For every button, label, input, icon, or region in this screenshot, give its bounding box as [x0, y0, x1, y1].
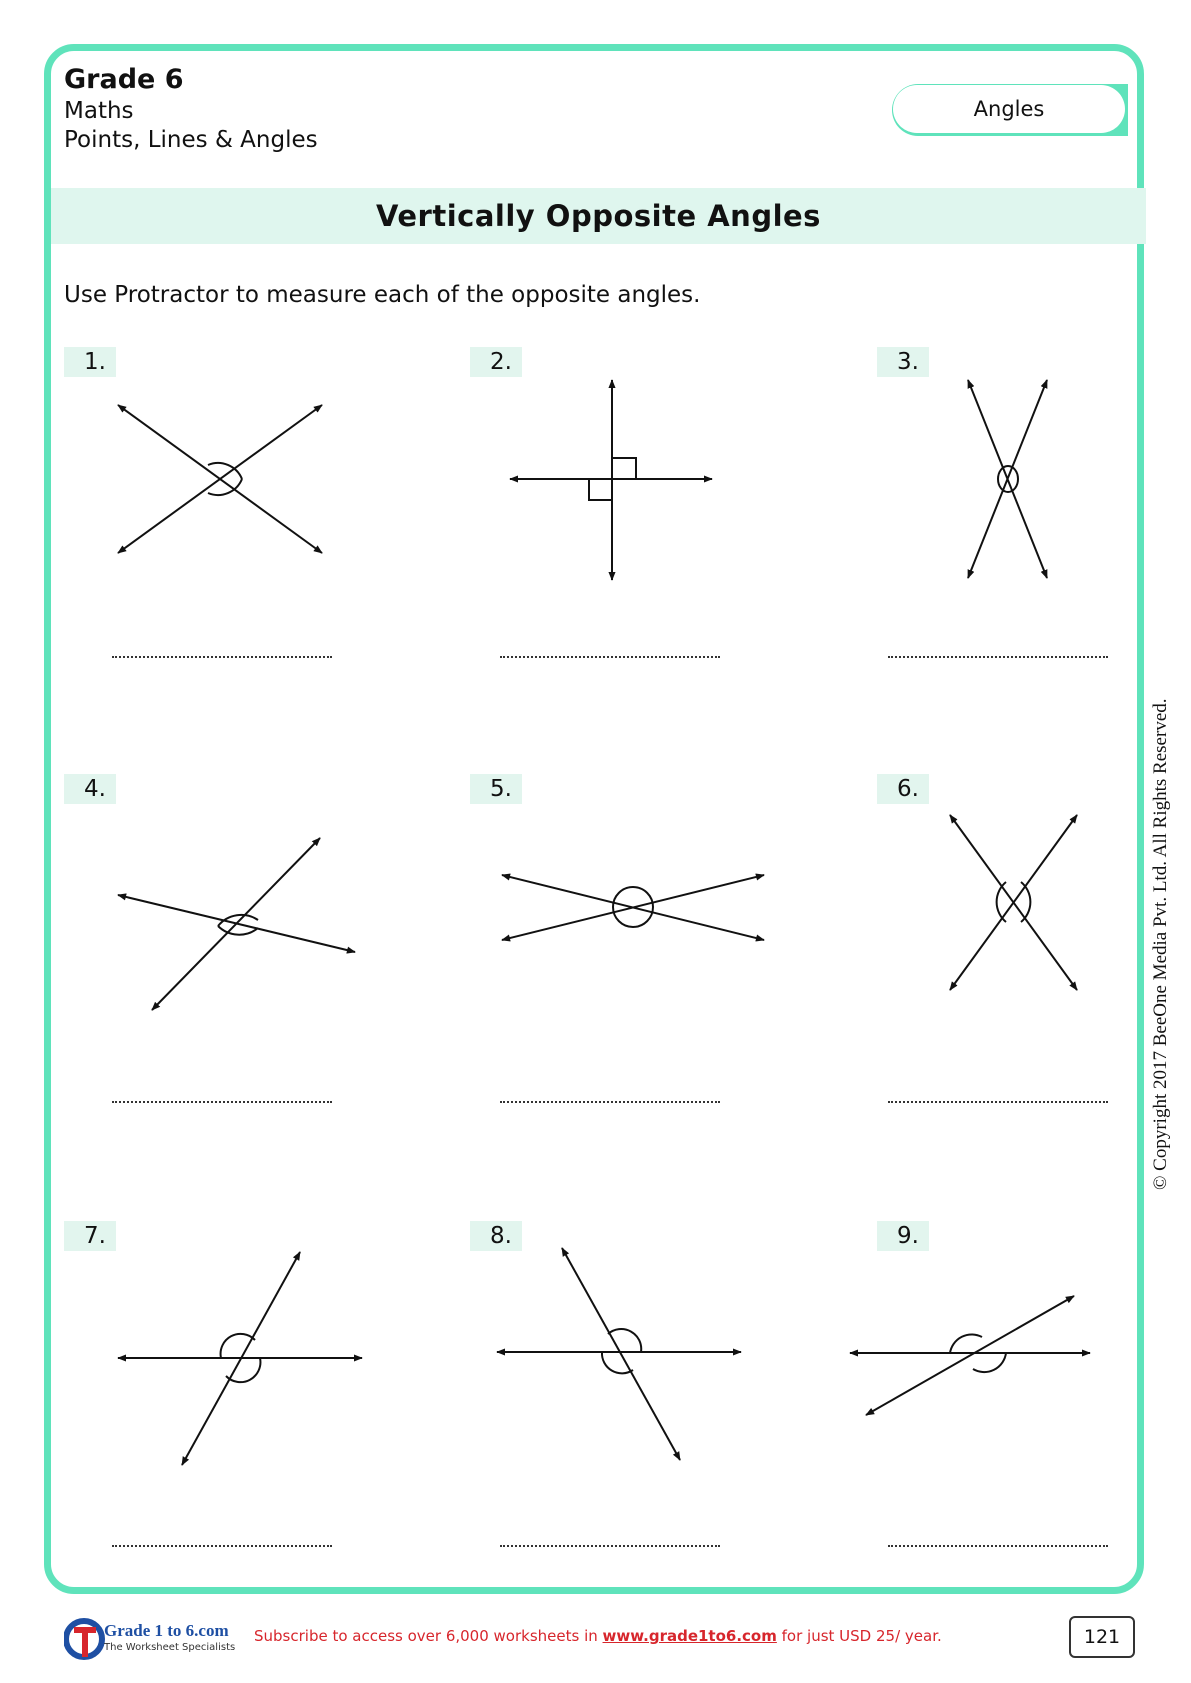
question-number-7: 7.: [64, 1221, 116, 1251]
grade-label: Grade 6: [64, 64, 184, 95]
promo-link[interactable]: www.grade1to6.com: [602, 1627, 777, 1645]
copyright-notice: © Copyright 2017 BeeOne Media Pvt. Ltd. All Rights Reserved.: [1150, 698, 1171, 1190]
figure-7: [118, 1252, 362, 1465]
figure-8: [497, 1248, 741, 1460]
page-title: Vertically Opposite Angles: [51, 188, 1146, 244]
figure-6: [950, 815, 1077, 990]
question-number-1: 1.: [64, 347, 116, 377]
figure-3: [968, 380, 1047, 578]
logo-icon: [64, 1617, 108, 1661]
topic-tag: Angles: [893, 85, 1125, 133]
promo-after: for just USD 25/ year.: [776, 1627, 942, 1645]
topic-label: Points, Lines & Angles: [64, 127, 318, 153]
question-number-9: 9.: [877, 1221, 929, 1251]
figure-9: [850, 1296, 1090, 1415]
promo-before: Subscribe to access over 6,000 worksheets in: [254, 1627, 603, 1645]
question-number-8: 8.: [470, 1221, 522, 1251]
figure-1: [118, 405, 322, 553]
promo-text: [254, 1627, 942, 1645]
logo-tagline: The Worksheet Specialists: [104, 1642, 236, 1653]
page-number: 121: [1069, 1616, 1135, 1658]
figure-4: [118, 838, 355, 1010]
logo-name: Grade 1 to 6.com: [104, 1621, 229, 1640]
subject-label: Maths: [64, 98, 134, 124]
question-number-6: 6.: [877, 774, 929, 804]
instruction-text: Use Protractor to measure each of the opposite angles.: [64, 282, 701, 308]
question-number-3: 3.: [877, 347, 929, 377]
figure-2: [510, 380, 712, 580]
question-number-2: 2.: [470, 347, 522, 377]
question-number-4: 4.: [64, 774, 116, 804]
question-number-5: 5.: [470, 774, 522, 804]
figure-5: [502, 875, 764, 940]
